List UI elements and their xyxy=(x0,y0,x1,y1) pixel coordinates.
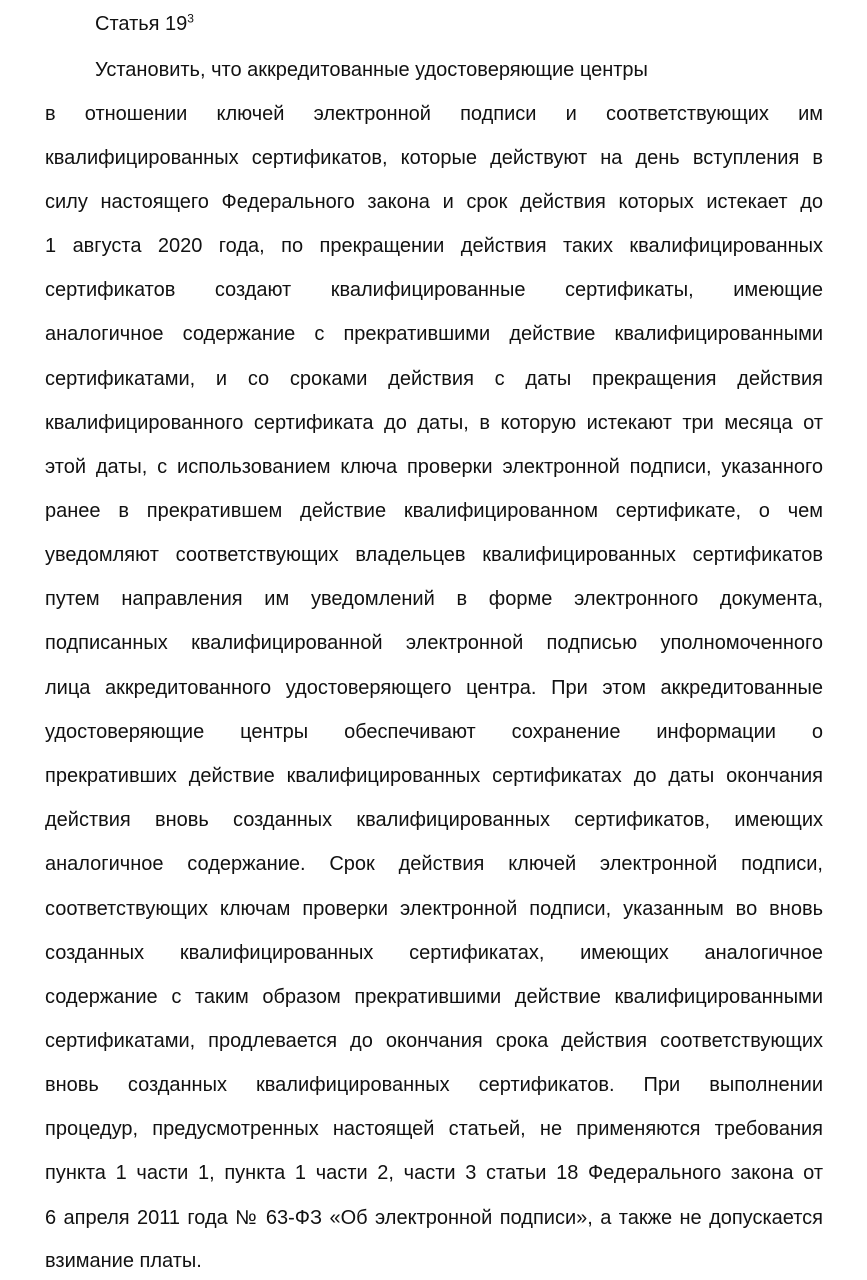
text-line-18: действия вновь созданных квалифицированных сертификатов, имеющих xyxy=(45,809,823,831)
text-line-11: ранее в прекратившем действие квалифицированном сертификате, о чем xyxy=(45,500,823,522)
text-line-27: 6 апреля 2011 года № 63-ФЗ «Об электронной подписи», а также не допускается xyxy=(45,1207,823,1229)
text-line-10: этой даты, с использованием ключа проверки электронной подписи, указанного xyxy=(45,456,823,478)
text-line-1: Установить, что аккредитованные удостоверяющие центры xyxy=(95,59,648,81)
text-line-12: уведомляют соответствующих владельцев квалифицированных сертификатов xyxy=(45,544,823,566)
text-line-28: взимание платы. xyxy=(45,1250,202,1272)
text-line-22: содержание с таким образом прекратившими действие квалифицированными xyxy=(45,986,823,1008)
article-title-superscript: 3 xyxy=(187,11,194,26)
article-title: Статья 19 xyxy=(95,13,188,35)
text-line-2: в отношении ключей электронной подписи и соответствующих им xyxy=(45,103,823,125)
text-line-6: сертификатов создают квалифицированные сертификаты, имеющие xyxy=(45,279,823,301)
text-line-19: аналогичное содержание. Срок действия ключей электронной подписи, xyxy=(45,853,823,875)
text-line-5: 1 августа 2020 года, по прекращении действия таких квалифицированных xyxy=(45,235,823,257)
text-line-16: удостоверяющие центры обеспечивают сохранение информации о xyxy=(45,721,823,743)
text-line-20: соответствующих ключам проверки электронной подписи, указанным во вновь xyxy=(45,898,823,920)
text-line-13: путем направления им уведомлений в форме электронного документа, xyxy=(45,588,823,610)
text-line-26: пункта 1 части 1, пункта 1 части 2, части 3 статьи 18 Федерального закона от xyxy=(45,1162,823,1184)
text-line-7: аналогичное содержание с прекратившими действие квалифицированными xyxy=(45,323,823,345)
text-line-14: подписанных квалифицированной электронной подписью уполномоченного xyxy=(45,632,823,654)
text-line-21: созданных квалифицированных сертификатах, имеющих аналогичное xyxy=(45,942,823,964)
text-line-24: вновь созданных квалифицированных сертификатов. При выполнении xyxy=(45,1074,823,1096)
text-line-3: квалифицированных сертификатов, которые действуют на день вступления в xyxy=(45,147,823,169)
text-line-17: прекративших действие квалифицированных сертификатах до даты окончания xyxy=(45,765,823,787)
article-heading xyxy=(95,10,194,38)
text-line-25: процедур, предусмотренных настоящей статьей, не применяются требования xyxy=(45,1118,823,1140)
text-line-8: сертификатами, и со сроками действия с даты прекращения действия xyxy=(45,368,823,390)
text-line-9: квалифицированного сертификата до даты, в которую истекают три месяца от xyxy=(45,412,823,434)
text-line-4: силу настоящего Федерального закона и срок действия которых истекает до xyxy=(45,191,823,213)
text-line-15: лица аккредитованного удостоверяющего центра. При этом аккредитованные xyxy=(45,677,823,699)
text-line-23: сертификатами, продлевается до окончания срока действия соответствующих xyxy=(45,1030,823,1052)
